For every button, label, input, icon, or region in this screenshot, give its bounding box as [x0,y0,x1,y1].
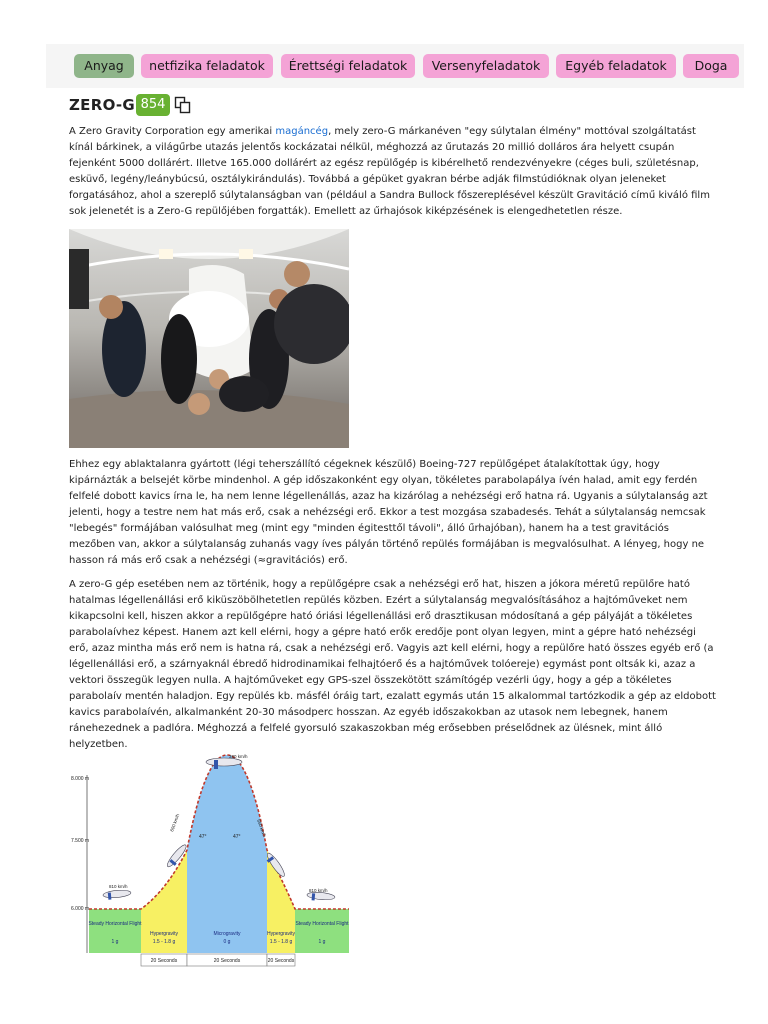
phase-g-label: 1.5 - 1.8 g [152,939,176,945]
altitude-label-mid: 7.500 m [71,838,90,844]
altitude-label-bottom: 6.000 m [71,906,90,912]
altitude-label-top: 8.000 m [71,776,90,782]
tab-doga[interactable]: Doga [683,54,739,78]
tab-egyeb-feladatok[interactable]: Egyéb feladatok [556,54,676,78]
angle-label-left: 47° [199,834,207,840]
forces-paragraph: A zero-G gép esetében nem az történik, hogy a repülőgépre csak a nehézségi erő hat, hiszen a jókora méretű repülőre ható hatalmas légellenállási erő kiküszöbölhetetlen repülés közben. Ezért a súlytalanság megvalósításához a hajtóműveket nem kikapcsolni kell, hiszen akkor a repülőgépre ható óriási légellenállási erő drasztikusan módosítaná a gép pályáját a tökéletes parabolaívhez képest. Hanem azt kell elérni, hogy a gépre ható erők eredője pont olyan legyen, mint a gépre ható nehézségi erő, azaz mintha más erő nem is hatna rá, csak a nehézségi erő. Vagyis azt kell elérni, hogy a repülőre ható összes egyéb erő (a légellenállási erő, a szárnyaknál ébredő hidrodinamikai felhajtóerő és a hajtóművek tolóereje) egymást pont oltsák ki, azaz a vektori összegük legyen nulla. A hajtóműveket egy GPS-szel összekötött számítógép vezérli úgy, hogy a gép a tökéletes parabolaív mentén haladjon. Egy repülés kb. másfél óráig tart, ezalatt egymás után 15 alkalommal tartózkodik a gép az eldobott kavics parabolaívén, alkalmanként 20-30 másodperc hosszan. Az egyéb időszakokban az utasok nem lebegnek, hanem ránehezednek a padlóra. Méghozzá a felfelé gyorsuló szakaszokban még erősebben préselődnek az ülésnek, mint álló helyzetben. [69,579,716,750]
magánceg-link[interactable]: magáncég [275,126,329,137]
speed-label-right-climb: 650 km/h [256,818,268,838]
speed-label-right-level: 810 km/h [309,888,328,893]
tab-erettsegi-feladatok[interactable]: Érettségi feladatok [281,54,415,78]
view-count-badge: 854 [136,94,170,116]
phase-g-label: 1 g [318,939,326,945]
zero-g-wedding-photo [69,229,349,448]
phase-label: Steady Horizontal Flight [295,921,349,927]
tab-anyag[interactable]: Anyag [74,54,134,78]
duration-label: 20 Seconds [267,958,295,964]
speed-label-top: 380 km/h [229,754,248,759]
phase-g-label: 0 g [223,939,231,945]
phase-label: Hypergravity [149,931,179,937]
parabolic-flight-diagram [69,750,349,972]
intro-paragraph: A Zero Gravity Corporation egy amerikai magáncég, mely zero-G márkanéven "egy súlytalan élmény" mottóval szolgáltatást kínál bárkinek, a világűrbe utazás jelentős kockázatai nélkül, méghozzá az űrutazás 20 millió dolláros ára helyett csupán fejenként 5000 dollárért. Illetve 165.000 dollárért az egész repülőgép is kibérelhető rendezvényekre (céges buli, születésnap, esküvő, legény/leánybúcsú, osztálykirándulás). Továbbá a gépüket gyakran bérbe adják filmstúdióknak olyan jeleneket forgatásához, ahol a szereplő súlytalanságban van (például a Sandra Bullock főszereplésével készült Gravitáció című kiváló film sok jelenetét is a Zero-G repülőjében forgatták). Emellett az űrhajósok kiképzésének is elengedhetetlen része. [69,126,710,217]
page-title: ZERO-G [69,96,136,114]
tab-netfizika-feladatok[interactable]: netfizika feladatok [141,54,273,78]
tab-versenyfeladatok[interactable]: Versenyfeladatok [423,54,549,78]
speed-label-left-level: 810 km/h [109,884,128,889]
phase-g-label: 1.5 - 1.8 g [269,939,293,945]
speed-label-left-climb: 600 km/h [169,813,181,833]
copy-icon[interactable] [174,96,192,114]
phase-label: Microgravity [213,931,241,937]
tab-bar [46,44,744,88]
duration-label: 20 Seconds [213,958,241,964]
boeing-paragraph: Ehhez egy ablaktalanra gyártott (légi teherszállító cégeknek készülő) Boeing-727 repülőgépet átalakítottak úgy, hogy kipárnázták a belsejét körbe mindenhol. A gép időszakonként egy olyan, tökéletes parabolapálya ívén halad, amit egy ferdén felfelé dobott kavics írna le, ha nem lenne légellenállás, azaz ha kizárólag a nehézségi erő hatna rá. Ugyanis a súlytalanság azt jelenti, hogy a testre nem hat más erő, csak a nehézségi erő. Ekkor a test mozgása szabadesés. Tehát a súlytalanság nemcsak "lebegés" formájában valósulhat meg (mint egy "minden égitesttől távoli", álló űrhajóban), hanem ha a test gravitációs mezőben van, akkor a súlytalanság zuhanás vagy íves pályán történő repülés formájában is megvalósulhat. A lényeg, hogy ne hasson rá más erő csak a nehézségi (≈gravitációs) erő. [69,459,708,566]
phase-label: Steady Horizontal Flight [88,921,142,927]
phase-label: Hypergravity [266,931,296,937]
phase-g-label: 1 g [111,939,119,945]
angle-label-right: 47° [233,834,241,840]
duration-label: 20 Seconds [150,958,178,964]
